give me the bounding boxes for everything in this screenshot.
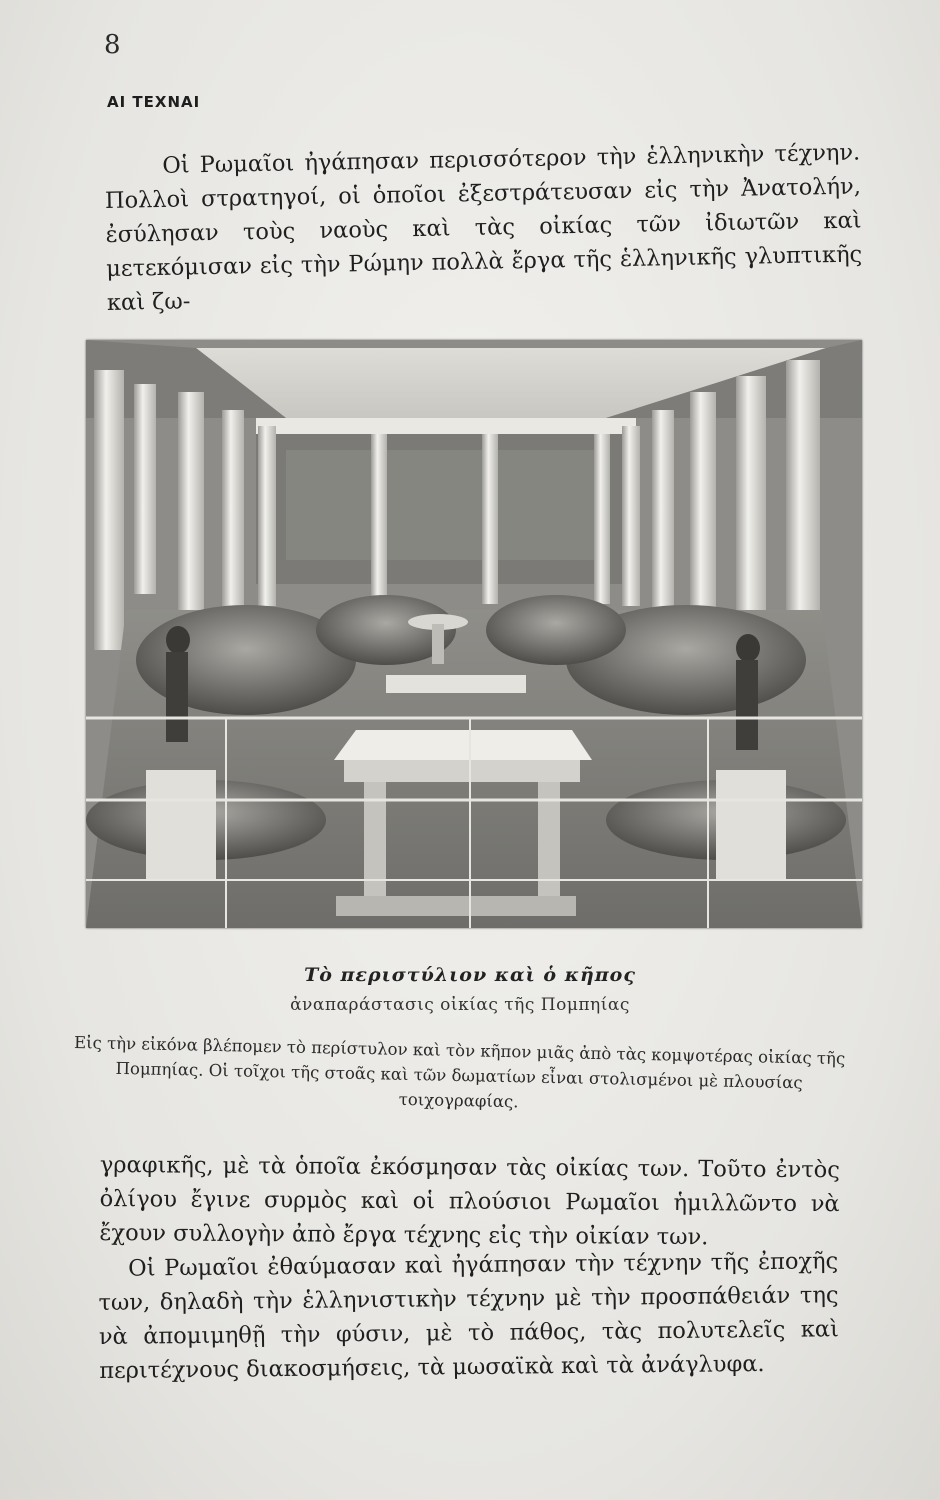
figure-subtitle: ἀναπαράστασις οἰκίας τῆς Πομπηίας	[290, 995, 630, 1015]
page-number: 8	[104, 30, 121, 60]
continuation-paragraph: γραφικῆς, μὲ τὰ ὁποῖα ἐκόσμησαν τὰς οἰκίας των. Τοῦτο ἐντὸς ὀλίγου ἔγινε συρμὸς καὶ οἱ πλούσιοι Ρωμαῖοι ἡμιλλῶντο νὰ ἔχουν συλλογὴν ἀπὸ ἔργα τέχνης εἰς τὴν οἰκίαν των.	[99, 1151, 840, 1251]
peristyle-illustration	[86, 340, 862, 928]
peristyle-photograph	[86, 340, 862, 928]
intro-paragraph: Οἱ Ρωμαῖοι ἠγάπησαν περισσότερον τὴν ἑλληνικὴν τέχνην. Πολλοὶ στρατηγοί, οἱ ὁποῖοι ἐξεστράτευσαν εἰς τὴν Ἀνατολήν, ἐσύλησαν τοὺς ναοὺς καὶ τὰς οἰκίας τῶν ἰδιωτῶν καὶ μετεκόμισαν εἰς τὴν Ρώμην πολλὰ ἔργα τῆς ἑλληνικῆς γλυπτικῆς καὶ ζω-	[104, 139, 863, 316]
second-paragraph: Οἱ Ρωμαῖοι ἐθαύμασαν καὶ ἠγάπησαν τὴν τέχνην τῆς ἐποχῆς των, δηλαδὴ τὴν ἑλληνιστικὴν τέχνην μὲ τὴν προσπάθειάν της νὰ ἀπομιμηθῇ τὴν φύσιν, μὲ τὸ πάθος, τὰς πολυτελεῖς καὶ περιτέχνους διακοσμήσεις, τὰ μωσαϊκὰ καὶ τὰ ἀνάγλυφα.	[98, 1248, 839, 1384]
figure-caption: Εἰς τὴν εἰκόνα βλέπομεν τὸ περίστυλον καὶ τὸν κῆπον μιᾶς ἀπὸ τὰς κομψοτέρας οἰκίας τῆς Πομπηίας. Οἱ τοῖχοι τῆς στοᾶς καὶ τῶν δωματίων εἶναι στολισμένοι μὲ πλουσίας τοιχογραφίας.	[73, 1033, 846, 1112]
figure-title: Τὸ περιστύλιον καὶ ὁ κῆπος	[304, 964, 636, 986]
running-head: ΑΙ ΤΕΧΝΑΙ	[107, 93, 201, 111]
